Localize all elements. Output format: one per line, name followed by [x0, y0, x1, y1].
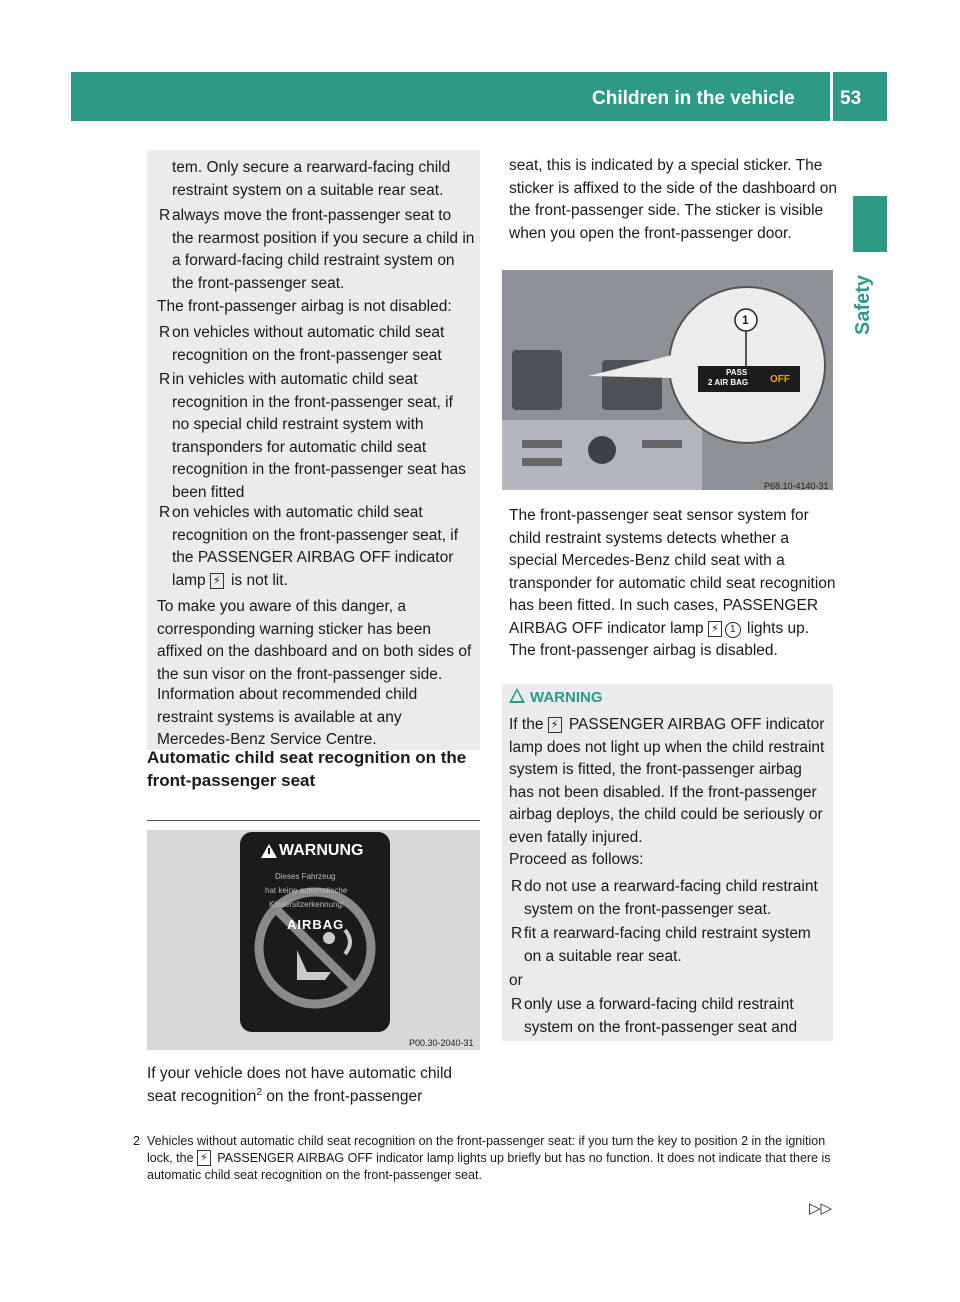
warning-text-b: PASSENGER AIRBAG OFF indicator lamp does not light up when the child restraint system is fitted, the front-passenger airbag has not been disabled. If the front-passenger airbag deploys, the child could be seriously or even fatally injured.: [509, 716, 825, 846]
bullet-marker: R: [511, 925, 523, 942]
dashboard-image-code: P68.10-4140-31: [764, 481, 829, 490]
box-bullet-2: [159, 322, 472, 367]
box-bullet-1-text: always move the front-passenger seat to the rearmost position if you secure a child in a forward-facing child restraint system on the front-passenger seat.: [172, 207, 475, 292]
footnote: [133, 1133, 837, 1184]
warning-bullet-2-text: fit a rearward-facing child restraint system on a suitable rear seat.: [524, 925, 811, 965]
sticker-line-3: Kindersitzerkennung!: [269, 900, 345, 909]
box-info-text: Information about recommended child restraint systems is available at any Mercedes-Benz Service Centre.: [157, 686, 418, 748]
bullet-marker: R: [159, 371, 171, 388]
box-not-disabled-text: The front-passenger airbag is not disabled:: [157, 298, 452, 315]
bullet-marker: R: [511, 996, 523, 1013]
after-image-text: [147, 1063, 485, 1108]
footnote-mark: 2: [133, 1134, 140, 1148]
passenger-airbag-off-icon: ⚡: [708, 621, 722, 637]
dashboard-label-airbag: 2 AIR BAG: [708, 378, 749, 387]
warning-sticker-image: [147, 830, 480, 1050]
box-intro-text: tem. Only secure a rearward-facing child restraint system on a suitable rear seat.: [172, 159, 451, 199]
after-image-text-a: If your vehicle does not have automatic child seat recognition: [147, 1065, 453, 1105]
passenger-airbag-off-icon: ⚡: [210, 573, 224, 589]
box-bullet-2-text: on vehicles without automatic child seat recognition on the front-passenger seat: [172, 324, 445, 364]
box-bullet-1: [159, 205, 476, 295]
warning-bullet-3-text: only use a forward-facing child restraint system on the front-passenger seat and: [524, 996, 798, 1036]
box-danger-text: To make you aware of this danger, a corresponding warning sticker has been affixed on the dashboard and on both sides of the sun visor on the front-passenger side.: [157, 598, 472, 683]
footnote-text-a: Vehicles without automatic child seat recognition on the front-passenger seat: if you turn the key to position 2 in the ignition lock, the: [147, 1134, 826, 1165]
warning-bullet-3: [511, 994, 824, 1039]
sensor-text: [509, 505, 839, 663]
header-divider: [830, 72, 833, 121]
warning-text-a: If the: [509, 716, 544, 733]
sticker-line-2: hat keine automatische: [265, 886, 348, 895]
sticker-airbag-label: AIRBAG: [287, 917, 345, 932]
warning-proceed: Proceed as follows:: [509, 851, 644, 868]
side-tab-label: Safety: [852, 274, 874, 335]
dashboard-callout: 1: [742, 313, 749, 327]
bullet-marker: R: [159, 504, 171, 521]
warning-title: WARNING: [530, 689, 603, 706]
warning-bullet-1: [511, 876, 830, 921]
after-image-text-b: on the front-passenger: [262, 1087, 423, 1105]
heading-rule: [147, 820, 480, 821]
footnote-ref: 2: [256, 1086, 262, 1098]
sensor-text-b: lights up. The front-passenger airbag is disabled.: [509, 619, 810, 659]
warning-bullet-1-text: do not use a rearward-facing child restraint system on the front-passenger seat.: [524, 878, 818, 918]
box-bullet-4-text: on vehicles with automatic child seat recognition on the front-passenger seat, if the PASSENGER AIRBAG OFF indicator lamp: [172, 504, 459, 589]
sticker-line-1: Dieses Fahrzeug: [275, 872, 336, 881]
warning-bullet-2: [511, 923, 830, 968]
section-title: Children in the vehicle: [592, 88, 795, 109]
box-bullet-3: [159, 369, 472, 504]
sensor-text-a: The front-passenger seat sensor system for child restraint systems detects whether a special Mercedes-Benz child seat with a transponder for automatic child seat recognition has been fitted. In such cases, PASSENGER AIRBAG OFF indicator lamp: [509, 507, 836, 637]
warning-triangle-icon: [509, 688, 525, 703]
box-bullet-4: [159, 502, 476, 592]
box-bullet-4-tail: is not lit.: [230, 571, 288, 589]
dashboard-label-pass: PASS: [726, 368, 748, 377]
dashboard-label-off: OFF: [770, 374, 790, 385]
warning-sticker-graphic: [147, 830, 480, 1050]
side-tab-block: [853, 196, 887, 252]
bullet-marker: R: [159, 324, 171, 341]
bullet-marker: R: [511, 878, 523, 895]
page-number: 53: [840, 88, 862, 109]
footnote-text-b: PASSENGER AIRBAG OFF indicator lamp lights up briefly but has no function. It does not indicate that there is automatic child seat recognition on the front-passenger seat.: [147, 1151, 831, 1182]
dashboard-image: [502, 270, 833, 490]
section-heading: Automatic child seat recognition on the front-passenger seat: [147, 748, 467, 790]
continue-arrow-icon: ▷▷: [809, 1200, 833, 1217]
passenger-airbag-off-icon: ⚡: [197, 1150, 211, 1166]
warning-text: [509, 714, 829, 849]
box-bullet-3-text: in vehicles with automatic child seat recognition in the front-passenger seat, if no special child restraint system with transponders for automatic child seat recognition in the front-passenger seat has been fitted: [172, 371, 466, 501]
right-intro-text: seat, this is indicated by a special sticker. The sticker is affixed to the side of the dashboard on the front-passenger side. The sticker is visible when you open the front-passenger door.: [509, 157, 837, 242]
warning-or: or: [509, 972, 523, 989]
bullet-marker: R: [159, 207, 171, 224]
callout-1-icon: 1: [725, 622, 741, 638]
passenger-airbag-off-icon: ⚡: [548, 717, 562, 733]
sticker-warning-title: WARNUNG: [279, 842, 364, 859]
sticker-image-code: P00.30-2040-31: [409, 1038, 474, 1048]
